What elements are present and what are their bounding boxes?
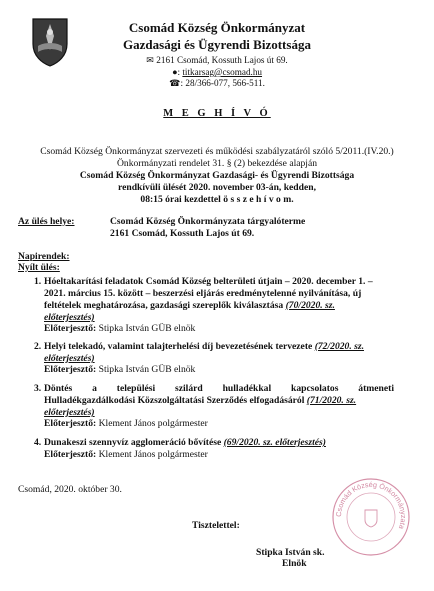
- venue-line-1: Csomád Község Önkormányzata tárgyalóterme: [110, 216, 306, 227]
- svg-text:Csomád Község Önkormányzata: Csomád Község Önkormányzata: [333, 479, 409, 531]
- envelope-icon: ✉: [146, 55, 154, 65]
- venue-line-2: 2161 Csomád, Kossuth Lajos út 69.: [110, 228, 255, 239]
- presenter-name: Klement János polgármester: [98, 418, 208, 429]
- presenter-label: Előterjesztő:: [44, 364, 97, 375]
- document-title: M E G H Í V Ó: [163, 108, 271, 119]
- presenter-label: Előterjesztő:: [44, 418, 97, 429]
- agenda-item-2-presenter: [44, 364, 394, 376]
- organization-name: Csomád Község Önkormányzat: [128, 20, 306, 35]
- agenda-heading: Napirendek:: [18, 251, 70, 262]
- agenda-item-2-text: Helyi telekadó, valamint talajterhelési díj bevezetésének tervezete: [44, 341, 313, 352]
- address-line: [0, 55, 434, 66]
- intro-line-3: Csomád Község Önkormányzat Gazdasági- és Ügyrendi Bizottsága: [79, 170, 355, 181]
- date-place: Csomád, 2020. október 30.: [18, 484, 122, 495]
- agenda-item-number: 2.: [34, 341, 42, 352]
- phone-text: 28/366-077, 566-511.: [185, 78, 265, 88]
- presenter-label: Előterjesztő:: [44, 323, 97, 334]
- agenda-item-number: 3.: [34, 383, 42, 394]
- intro-line-1: Csomád Község Önkormányzat szervezeti és működési szabályzatáról szóló 5/2011.(IV.20.): [40, 146, 394, 157]
- closing-greeting: Tisztelettel:: [192, 520, 240, 531]
- intro-line-2: Önkormányzati rendelet 31. § (2) bekezdése alapján: [116, 158, 318, 169]
- open-session-label: Nyílt ülés:: [18, 262, 60, 273]
- agenda-item-number: 4.: [34, 437, 42, 448]
- agenda-item-1-ref-2: előterjesztés): [44, 312, 95, 323]
- agenda-item-1-line-3: [44, 300, 394, 312]
- signature-role: Elnök: [282, 558, 307, 569]
- agenda-item-1-line-2: 2021. március 15. között – beszerzési eljárás eredménytelenné nyilvánítása, új: [44, 288, 362, 299]
- agenda-item-1-ref: (70/2020. sz.: [285, 300, 335, 311]
- signature-name: Stipka István sk.: [256, 547, 325, 558]
- agenda-item-1-line-3-text: feltételek meghatározása, gazdasági szereplők kiválasztása: [44, 300, 284, 311]
- intro-line-5: 08:15 órai kezdettel ö s s z e h í v o m.: [140, 194, 294, 205]
- agenda-item-2-ref: (72/2020. sz.: [314, 341, 364, 352]
- agenda-item-3-line-2: [44, 395, 394, 407]
- agenda-item-3-ref-2: előterjesztés): [44, 407, 95, 418]
- agenda-item-number: 1.: [34, 276, 42, 287]
- agenda-item-4-presenter: [44, 449, 394, 461]
- agenda-item-3-text: Hulladékgazdálkodási Közszolgáltatási Szerződés elfogadásáról: [44, 395, 305, 406]
- official-stamp: [330, 476, 412, 558]
- presenter-name: Klement János polgármester: [98, 449, 208, 460]
- agenda-item-3-line-1: Döntés a települési szilárd hulladékkal kapcsolatos átmeneti: [44, 383, 394, 394]
- agenda-item-2-line-1: [44, 341, 394, 353]
- email-link[interactable]: titkarsag@csomad.hu: [182, 67, 263, 77]
- presenter-label: Előterjesztő:: [44, 449, 97, 460]
- agenda-item-4-ref: (69/2020. sz. előterjesztés): [223, 437, 326, 448]
- agenda-item-1-presenter: [44, 323, 394, 335]
- presenter-name: Stipka István GÜB elnök: [98, 364, 196, 375]
- agenda-item-1-line-1: Hóeltakarítási feladatok Csomád Község belterületi útjain – 2020. december 1. –: [44, 276, 373, 287]
- phone-icon: ☎:: [169, 78, 184, 88]
- intro-line-4: rendkívüli ülését 2020. november 03-án, kedden,: [118, 182, 316, 193]
- at-sign-icon: ●:: [171, 67, 181, 77]
- venue-label: Az ülés helye:: [18, 216, 75, 227]
- agenda-item-3-presenter: [44, 418, 394, 430]
- agenda-item-4-text: Dunakeszi szennyvíz agglomeráció bővítése: [44, 437, 222, 448]
- agenda-item-4-line-1: [44, 437, 394, 449]
- email-line: [0, 67, 434, 78]
- address-text: 2161 Csomád, Kossuth Lajos út 69.: [156, 55, 288, 65]
- phone-line: [0, 78, 434, 89]
- agenda-item-2-ref-2: előterjesztés): [44, 353, 95, 364]
- agenda-item-3-ref: (71/2020. sz.: [306, 395, 357, 406]
- presenter-name: Stipka István GÜB elnök: [98, 323, 196, 334]
- committee-name: Gazdasági és Ügyrendi Bizottsága: [123, 37, 311, 52]
